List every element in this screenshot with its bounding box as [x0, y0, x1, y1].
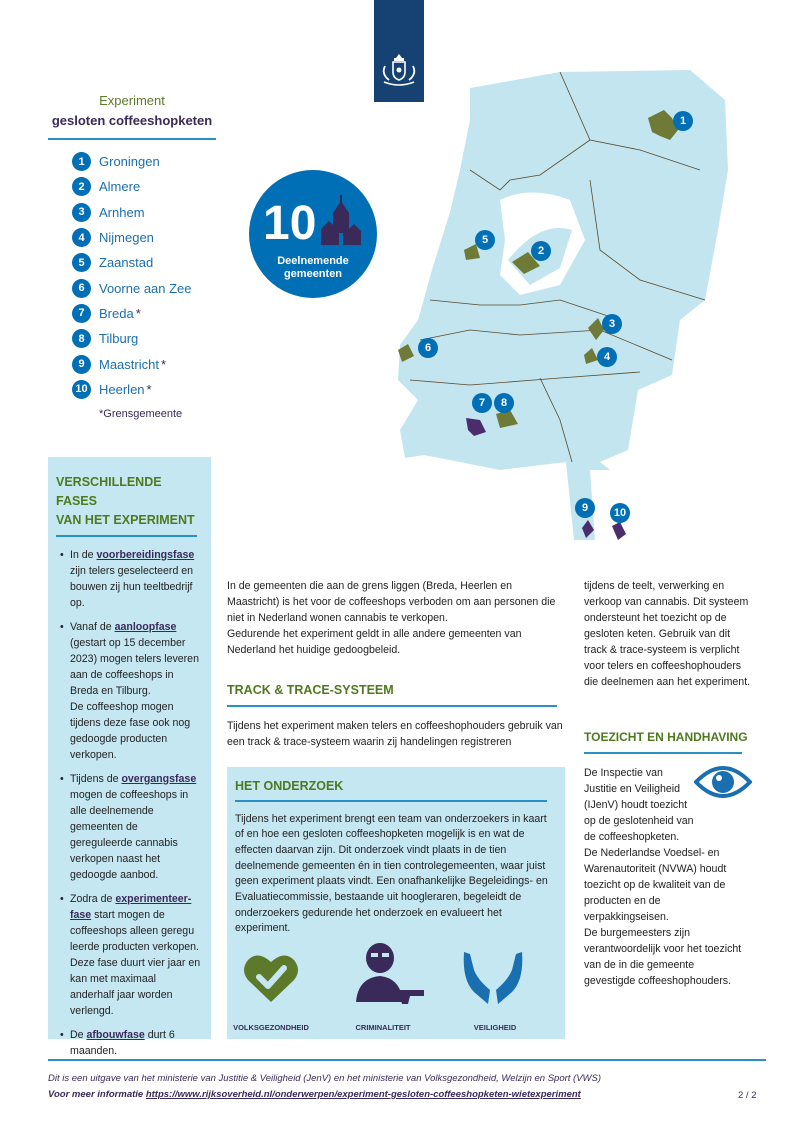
- divider: [48, 1059, 766, 1061]
- info-link[interactable]: https://www.rijksoverheid.nl/onderwerpen/experiment-gesloten-coffeeshopketen-wietexperiment: [145, 1089, 581, 1100]
- list-item: [72, 301, 194, 326]
- number-badge: 10: [72, 380, 91, 399]
- more-info: [48, 1089, 581, 1100]
- list-item: [72, 174, 194, 199]
- divider: [48, 138, 216, 140]
- list-item: [72, 275, 194, 300]
- phase-pre: De: [70, 1028, 87, 1041]
- phase-item: [56, 891, 203, 1019]
- divider: [227, 705, 557, 707]
- badge-line2: gemeenten: [283, 268, 343, 280]
- publisher-note: Dit is een uitgave van het ministerie van Justitie & Veiligheid (JenV) en het ministerie van Volksgezondheid, Welzijn en Sport (VWS): [48, 1073, 602, 1084]
- phase-pre: Vanaf de: [70, 620, 115, 633]
- municipality-name: Maastricht: [99, 356, 159, 372]
- more-info-label: Voor meer informatie: [48, 1089, 144, 1100]
- paragraph: In de gemeenten die aan de grens liggen (Breda, Heerlen en Maastricht) is het voor de coffeeshops verboden om aan personen die niet in Nederland wonen cannabis te verkopen.: [227, 580, 556, 624]
- list-item: [72, 225, 194, 250]
- paragraph: De Nederlandse Voedsel- en Warenautoriteit (NVWA) houdt toezicht op de kwaliteit van de producten en de verpakkingseisen.: [584, 847, 727, 923]
- number-badge: 7: [72, 304, 91, 323]
- paragraph: De Inspectie van Justitie en Veiligheid (IJenV) houdt toezicht op de geslotenheid van de coffeeshopketen.: [584, 767, 694, 843]
- divider: [56, 535, 197, 537]
- number-badge: 4: [72, 228, 91, 247]
- number-badge: 1: [72, 152, 91, 171]
- experiment-title-line2: gesloten coffeeshopketen: [51, 113, 213, 128]
- map-marker-7: 7: [472, 393, 492, 413]
- phase-term: afbouwfase: [86, 1028, 145, 1041]
- eye-icon: [694, 760, 752, 804]
- participating-municipalities-badge: [249, 170, 377, 298]
- phase-text: start mogen de coffeeshops alleen geregu leerde producten verkopen. Deze fase duurt vier jaar en kan met maximaal anderhalf jaar worden verlengd.: [70, 908, 201, 1017]
- safety-label: VEILIGHEID: [473, 1023, 517, 1032]
- page-number: 2 / 2: [738, 1090, 757, 1101]
- phase-pre: Tijdens de: [70, 772, 122, 785]
- phase-item: [56, 1027, 203, 1059]
- municipality-name: Arnhem: [99, 204, 145, 220]
- track-trace-continued: tijdens de teelt, verwerking en verkoop van cannabis. Dit systeem ondersteunt het toezicht op de gesloten keten. Gebruik van dit track & trace-systeem is verplicht voor telers en coffeeshophouders die deelnemen aan het experiment.: [584, 580, 751, 688]
- map-marker-1: 1: [673, 111, 693, 131]
- health-label: VOLKSGEZONDHEID: [233, 1023, 309, 1032]
- municipality-name: Groningen: [99, 154, 160, 170]
- phase-extra: De coffeeshop mogen tijdens deze fase ook nog gedoogde producten verkopen.: [70, 700, 191, 761]
- badge-line1: Deelnemende: [277, 255, 349, 267]
- municipality-list: [72, 149, 194, 402]
- phase-pre: In de: [70, 548, 97, 561]
- number-badge: 3: [72, 203, 91, 222]
- divider: [235, 800, 547, 802]
- border-star: *: [135, 305, 141, 321]
- municipality-name: Almere: [99, 179, 141, 195]
- crime-label: CRIMINALITEIT: [355, 1023, 411, 1032]
- list-item: [72, 377, 194, 402]
- phase-item: [56, 547, 203, 611]
- criminal-gun-icon: [354, 942, 426, 1008]
- supervision-heading: TOEZICHT EN HANDHAVING: [584, 730, 748, 744]
- phase-term: overgangsfase: [121, 772, 197, 785]
- paragraph: Gedurende het experiment geldt in alle andere gemeenten van Nederland het huidige gedoogbeleid.: [227, 628, 522, 656]
- map-marker-5: 5: [475, 230, 495, 250]
- phase-text: durt 6 maanden.: [70, 1028, 175, 1057]
- municipality-name: Zaanstad: [99, 255, 154, 271]
- experiment-title: [48, 92, 216, 132]
- phases-box: [48, 457, 211, 1057]
- number-badge: 6: [72, 279, 91, 298]
- number-badge: 2: [72, 177, 91, 196]
- border-municipalities-text: [227, 578, 567, 658]
- phase-text: zijn telers geselecteerd en bouwen zij hun teeltbedrijf op.: [70, 564, 194, 609]
- number-badge: 5: [72, 253, 91, 272]
- heart-check-icon: [242, 950, 300, 1006]
- map-marker-9: 9: [575, 498, 595, 518]
- phase-item: [56, 619, 203, 763]
- map-marker-6: 6: [418, 338, 438, 358]
- badge-number: 10: [263, 197, 317, 250]
- list-item: [72, 351, 194, 376]
- track-trace-heading: TRACK & TRACE-SYSTEEM: [227, 683, 394, 697]
- map-marker-2: 2: [531, 241, 551, 261]
- list-item: [72, 326, 194, 351]
- map-marker-3: 3: [602, 314, 622, 334]
- map-marker-8: 8: [494, 393, 514, 413]
- border-star: *: [160, 356, 167, 372]
- list-item: [72, 250, 194, 275]
- phases-heading-line2: VAN HET EXPERIMENT: [56, 513, 195, 527]
- research-text: Tijdens het experiment brengt een team van onderzoekers in kaart of en hoe een gesloten coffeeshopketen mogelijk is en wat de effecten daarvan zijn. Dit onderzoek vindt plaats in de tien deelnemende gemeenten én in tien controlegemeenten, waar juist geen experiment plaats vindt. Een onafhankelijke Begeleidings- en Evaluatiecommissie, bestaande uit hoogleraren, begeleidt de onderzoekers gedurende het onderzoek en evalueert het experiment.: [235, 812, 548, 935]
- paragraph: De burgemeesters zijn verantwoordelijk voor het toezicht van de in die gemeente gevestigde coffeeshophouders.: [584, 927, 742, 987]
- phases-heading-line1: VERSCHILLENDE FASES: [56, 475, 162, 508]
- municipality-name: Voorne aan Zee: [99, 280, 192, 296]
- municipality-name: Nijmegen: [99, 230, 154, 246]
- map-marker-4: 4: [597, 347, 617, 367]
- divider: [584, 752, 742, 754]
- phase-pre: Zodra de: [70, 892, 116, 905]
- hands-icon: [460, 950, 526, 1006]
- border-star: *: [146, 381, 152, 397]
- phase-term: voorbereidingsfase: [96, 548, 195, 561]
- number-badge: 8: [72, 329, 91, 348]
- map-marker-10: 10: [610, 503, 630, 523]
- list-item: [72, 200, 194, 225]
- phase-term: experimenteer-fase: [70, 892, 192, 921]
- phase-item: [56, 771, 203, 883]
- municipality-name: Heerlen: [99, 381, 145, 397]
- track-trace-text: Tijdens het experiment maken telers en coffeeshophouders gebruik van een track & trace-systeem waarin zij handelingen registreren: [227, 720, 563, 748]
- phases-heading: [56, 473, 203, 530]
- phase-text: (gestart op 15 december 2023) mogen telers leveren aan de coffeeshops in Breda en Tilburg.: [70, 636, 199, 697]
- phase-term: aanloopfase: [114, 620, 177, 633]
- experiment-title-line1: Experiment: [99, 93, 165, 108]
- number-badge: 9: [72, 355, 91, 374]
- municipality-shape-10: [612, 522, 626, 540]
- phase-text: mogen de coffeeshops in alle deelnemende gemeenten de gereguleerde cannabis verkopen naast het gedoogde aanbod.: [70, 788, 189, 881]
- municipality-name: Breda: [99, 305, 134, 321]
- map-land: [398, 70, 728, 540]
- phases-list: [56, 547, 203, 1059]
- church-houses-icon: [319, 195, 363, 247]
- municipality-name: Tilburg: [99, 331, 139, 347]
- list-item: [72, 149, 194, 174]
- border-municipality-note: *Grensgemeente: [99, 408, 183, 420]
- research-heading: HET ONDERZOEK: [235, 779, 344, 793]
